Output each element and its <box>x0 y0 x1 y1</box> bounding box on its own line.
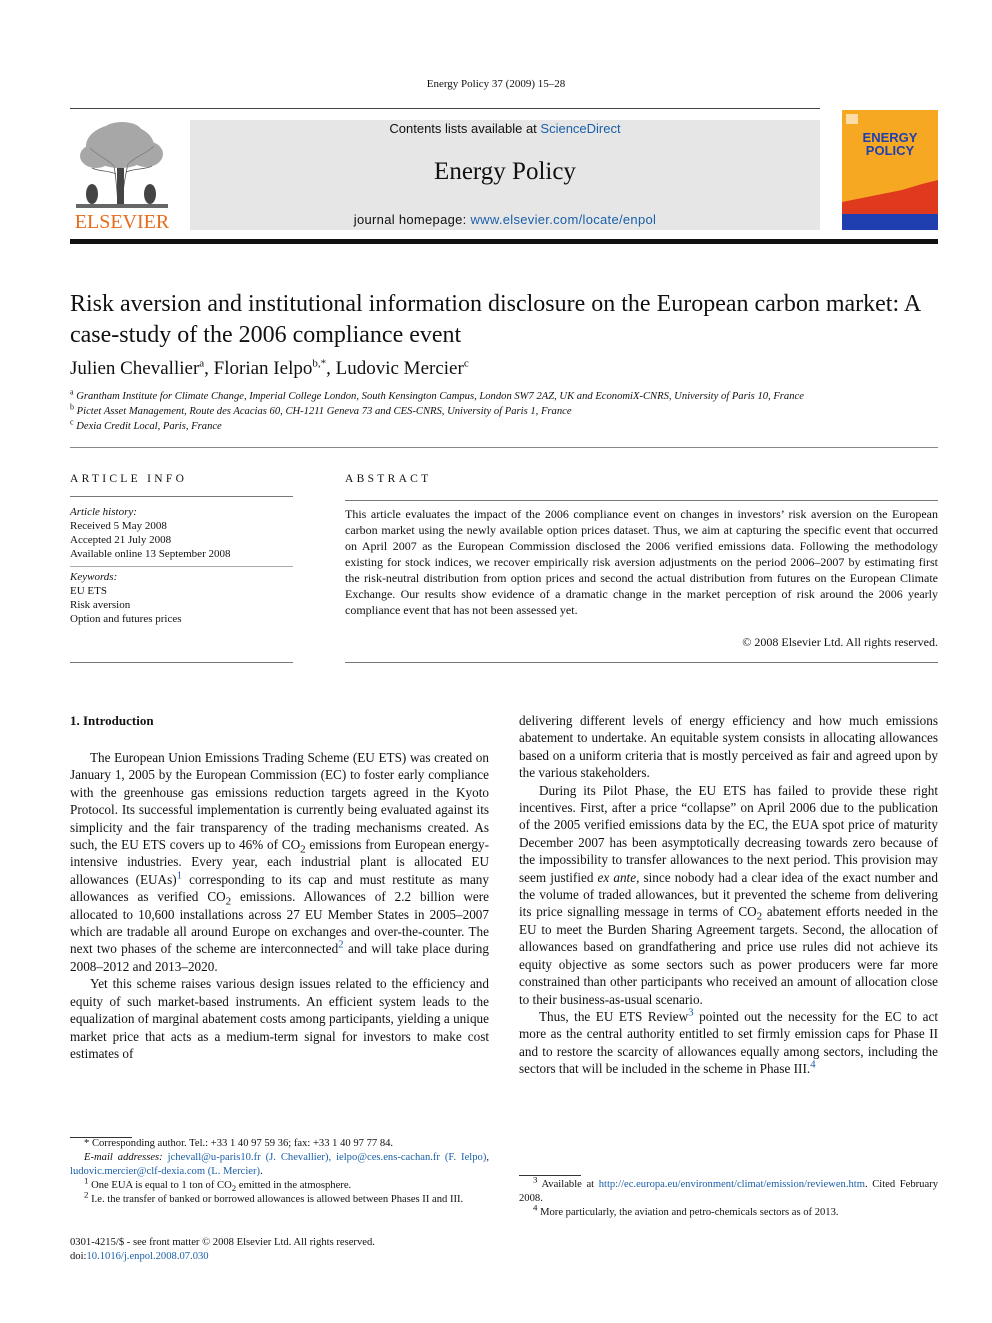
footnote-ref[interactable]: 4 <box>810 1058 816 1071</box>
keyword-list <box>70 584 293 626</box>
author-affiliation-mark: c <box>463 357 469 370</box>
email-note: E-mail addresses: jchevall@u-paris10.fr (J. Chevallier), ielpo@ces.ens-cachan.fr (F. Ielpo), ludovic.mercier@clf-dexia.com (L. Mercier). <box>70 1152 489 1177</box>
history-label: Article history: <box>70 506 137 518</box>
journal-cover[interactable] <box>842 110 938 230</box>
copyright-notice: © 2008 Elsevier Ltd. All rights reserved. <box>742 635 938 649</box>
author-name[interactable]: Ludovic Mercier <box>335 358 464 379</box>
divider <box>345 662 938 663</box>
article-info-heading: ARTICLE INFO <box>70 473 188 485</box>
email-link[interactable]: ielpo@ces.ens-cachan.fr <box>336 1152 440 1163</box>
abstract-heading: ABSTRACT <box>345 473 432 485</box>
footnote-ref[interactable]: 3 <box>688 1006 694 1019</box>
elsevier-logo[interactable] <box>70 118 174 234</box>
author-separator: , <box>204 358 214 379</box>
affiliation-list <box>70 389 804 434</box>
homepage-line <box>190 212 820 227</box>
doi-link[interactable]: 10.1016/j.enpol.2008.07.030 <box>86 1251 209 1262</box>
contents-line <box>190 121 820 136</box>
history-item: Received 5 May 2008 <box>70 520 167 532</box>
journal-name: Energy Policy <box>434 158 576 185</box>
paragraph: The European Union Emissions Trading Scheme (EU ETS) was created on January 1, 2005 by the European Commission (EC) to foster early compliance with the greenhouse gas emissions reduction targets agreed in the Kyoto Protocol. Its successful implementation is currently being evaluated against its simplicity and the fair transparency of the trading mechanisms created. As such, the EU ETS covers up to 46% of $CO_2$ emissions from European energy-intensive industries. Every year, each industrial plant is allocated EU allowances (EUAs)$^1$ corresponding to its cap and must restitute as many allowances as verified $CO_2$ emissions. Allowances of 2.2 billion were allocated to 10,600 installations across 27 EU Member States in 2005–2007 which are tradable all around Europe on exchanges and over-the-counter. The next two phases of the scheme are interconnected$^2$ and will take place during 2008–2012 and 2013–2020. <box>70 750 490 974</box>
keyword: Risk aversion <box>70 599 131 611</box>
history-list <box>70 519 293 561</box>
footnotes-left <box>70 1137 489 1207</box>
affiliation: $^b$ Pictet Asset Management, Route des Acacias 60, CH-1211 Geneva 73 and CES-CNRS, University of Paris 1, France <box>70 402 572 417</box>
doi-line: doi:10.1016/j.enpol.2008.07.030 <box>70 1251 209 1262</box>
divider <box>70 496 293 497</box>
email-link[interactable]: ludovic.mercier@clf-dexia.com <box>70 1166 206 1177</box>
footnote: $^4$ More particularly, the aviation and petro-chemicals sectors as of 2013. <box>533 1202 839 1218</box>
author-list <box>70 358 469 380</box>
author-separator: , <box>326 358 336 379</box>
affiliation: $^c$ Dexia Credit Local, Paris, France <box>70 417 222 432</box>
elsevier-wordmark: ELSEVIER <box>74 211 170 233</box>
abstract-text: This article evaluates the impact of the 2006 compliance event on changes in investors’ risk aversion on the European carbon market using the newly available option prices dataset. Thus, we aim at capturing the specific event that occurred on April 2007 as the European Commission disclosed the 2006 verified emissions data. Following the methodology existing for stock indices, we recover empirically risk aversion adjustments on the period 2006–2007 by estimating first the risk-neutral distribution from option prices and second the actual distribution from futures on the European Climate Exchange. Our results show evidence of a dramatic change in the market perception of risk around the 2006 yearly compliance event that has not been assessed yet. <box>345 507 938 617</box>
homepage-prefix: journal homepage: <box>353 212 471 227</box>
divider <box>70 447 938 448</box>
cover-title-line1: ENERGY <box>862 130 918 145</box>
journal-citation: Energy Policy 37 (2009) 15–28 <box>426 78 566 90</box>
footnote: $^3$ Available at http://ec.europa.eu/environment/climat/emission/reviewen.htm. Cited February 2008. <box>519 1174 939 1204</box>
paragraph: Yet this scheme raises various design issues related to the efficiency and equity of such market-based instruments. An efficient system leads to the equalization of marginal abatement costs among participants, yielding a unique market price that acts as a medium-term signal for investors to make cost estimates of <box>70 976 489 1061</box>
corresponding-author-note: * Corresponding author. Tel.: +33 1 40 97 59 36; fax: +33 1 40 97 77 84. <box>84 1138 394 1149</box>
footnote-ref[interactable]: 2 <box>338 939 344 952</box>
issn-line: 0301-4215/$ - see front matter © 2008 Elsevier Ltd. All rights reserved. <box>70 1237 375 1248</box>
divider <box>345 500 938 501</box>
sciencedirect-link[interactable]: ScienceDirect <box>540 121 621 136</box>
footnote: $^2$ I.e. the transfer of banked or borrowed allowances is allowed between Phases II and III. <box>84 1189 464 1205</box>
history-item: Available online 13 September 2008 <box>70 548 231 560</box>
author-affiliation-mark: a <box>199 357 205 370</box>
divider <box>70 662 293 663</box>
header-thick-rule <box>70 239 938 244</box>
keyword: EU ETS <box>70 585 107 597</box>
divider <box>70 566 293 567</box>
body-column-right <box>519 712 938 1078</box>
header-rule <box>70 108 820 109</box>
paragraph: Thus, the EU ETS Review$^3$ pointed out the necessity for the EC to act more as the central authority entitled to set firmly emission caps for Phase II and to restore the scarcity of allowances equally among sectors, including the sectors that will be included in the scheme in Phase III.$^4$ <box>519 1006 939 1077</box>
elsevier-tree-icon <box>70 118 174 234</box>
paragraph: delivering different levels of energy efficiency and how much emissions abatement to undertake. An equitable system consists in allocating allowances based on a uniform criteria that is mostly perceived as fair and agreed upon by the various stakeholders. <box>519 713 938 781</box>
article-title: Risk aversion and institutional information disclosure on the European carbon market: A case-study of the 2006 compliance event <box>70 291 920 348</box>
affiliation: $^a$ Grantham Institute for Climate Change, Imperial College London, South Kensington Campus, London SW7 2AZ, UK and EconomiX-CNRS, University of Paris 10, France <box>70 387 804 402</box>
front-matter <box>70 1236 375 1264</box>
keywords-label: Keywords: <box>70 571 118 583</box>
email-link[interactable]: jchevall@u-paris10.fr <box>167 1152 261 1163</box>
history-item: Accepted 21 July 2008 <box>70 534 172 546</box>
journal-homepage-link[interactable]: www.elsevier.com/locate/enpol <box>470 212 657 227</box>
author-name[interactable]: Florian Ielpo <box>213 358 313 379</box>
footnote: $^1$ One EUA is equal to 1 ton of $CO_2$ emitted in the atmosphere. <box>84 1175 352 1194</box>
footnotes-right <box>519 1174 939 1220</box>
paragraph: During its Pilot Phase, the EU ETS has failed to provide these right incentives. First, after a price “collapse” on April 2006 due to the publication of the 2005 verified emissions data by the EC, the EUA spot price of maturity December 2007 has been asymptotically decreasing towards zero because of the impossibility to transfer allowances to the next period. This provision may seem justified ex ante, since nobody had a clear idea of the exact number and the volume of traded allowances, but it prevented the scheme from delivering its price signalling message in terms of $CO_2$ abatement efforts needed in the EU to meet the Burden Sharing Agreement targets. Second, the allocation of allowances based on grandfathering and price use rules did not achieve its equity objective as some sectors such as power producers were far more constrained than other participants who received an amount of allocation close to their business-as-usual scenario. <box>519 782 939 1007</box>
author-name[interactable]: Julien Chevallier <box>70 358 200 379</box>
footnote-url-link[interactable]: http://ec.europa.eu/environment/climat/emission/reviewen.htm <box>598 1179 865 1190</box>
cover-title-line2: POLICY <box>865 143 915 158</box>
keyword: Option and futures prices <box>70 613 182 625</box>
body-column-left <box>70 749 489 1062</box>
section-heading: 1. Introduction <box>70 713 154 728</box>
footnote-ref[interactable]: 1 <box>176 869 183 882</box>
footnote-rule <box>519 1175 581 1176</box>
author-affiliation-mark: b,* <box>312 357 327 370</box>
contents-prefix: Contents lists available at <box>389 121 541 136</box>
cover-image-icon <box>842 110 938 230</box>
